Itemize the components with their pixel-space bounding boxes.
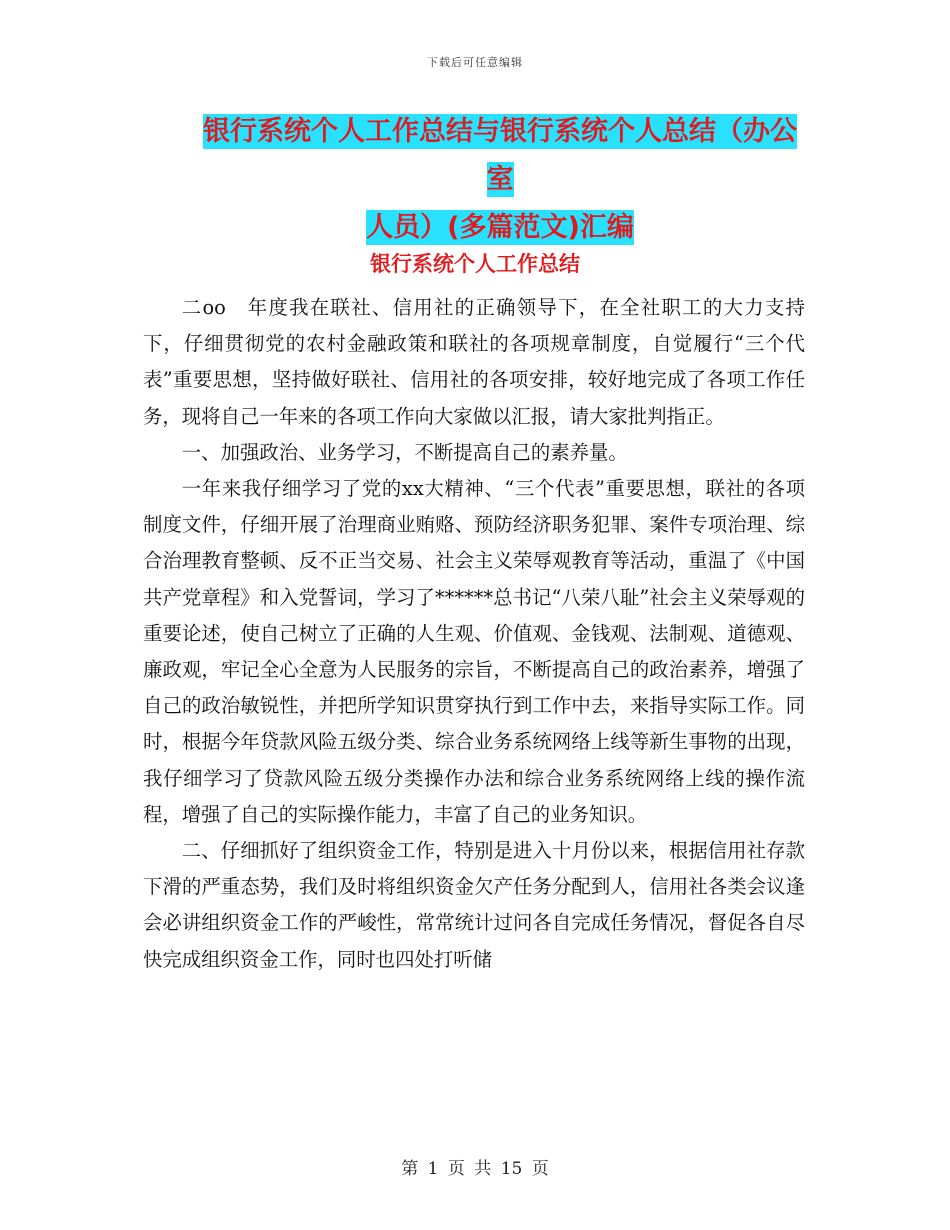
- document-title-line-2: 人员）(多篇范文)汇编: [366, 212, 634, 243]
- document-title: [190, 108, 810, 252]
- page-number: 第 1 页 共 15 页: [401, 1159, 549, 1179]
- paragraph: 一年来我仔细学习了党的xx大精神、“三个代表”重要思想，联社的各项制度文件，仔细开展了治理商业贿赂、预防经济职务犯罪、案件专项治理、综合治理教育整顿、反不正当交易、社会主义荣辱观教育等活动，重温了《中国共产党章程》和入党誓词，学习了******总书记“八荣八耻”社会主义荣辱观的重要论述，使自己树立了正确的人生观、价值观、金钱观、法制观、道德观、廉政观，牢记全心全意为人民服务的宗旨，不断提高自己的政治素养，增强了自己的政治敏锐性，并把所学知识贯穿执行到工作中去，来指导实际工作。同时，根据今年贷款风险五级分类、综合业务系统网络上线等新生事物的出现，我仔细学习了贷款风险五级分类操作办法和综合业务系统网络上线的操作流程，增强了自己的实际操作能力，丰富了自己的业务知识。: [143, 477, 805, 826]
- paragraph: 一、加强政治、业务学习，不断提高自己的素养量。: [181, 440, 628, 464]
- document-title-line-1: 银行系统个人工作总结与银行系统个人总结（办公室: [203, 116, 797, 195]
- paragraph: 二oo 年度我在联社、信用社的正确领导下，在全社职工的大力支持下，仔细贯彻党的农村金融政策和联社的各项规章制度，自觉履行“三个代表”重要思想，坚持做好联社、信用社的各项安排，较好地完成了各项工作任务，现将自己一年来的各项工作向大家做以汇报，请大家批判指正。: [143, 296, 805, 428]
- paragraph: 二、仔细抓好了组织资金工作，特别是进入十月份以来，根据信用社存款下滑的严重态势，我们及时将组织资金欠产任务分配到人，信用社各类会议逢会必讲组织资金工作的严峻性，常常统计过问各自完成任务情况，督促各自尽快完成组织资金工作，同时也四处打听储: [143, 839, 805, 971]
- document-body: [143, 290, 805, 978]
- section-title: 银行系统个人工作总结: [370, 252, 580, 276]
- header-note: 下载后可任意编辑: [427, 56, 523, 69]
